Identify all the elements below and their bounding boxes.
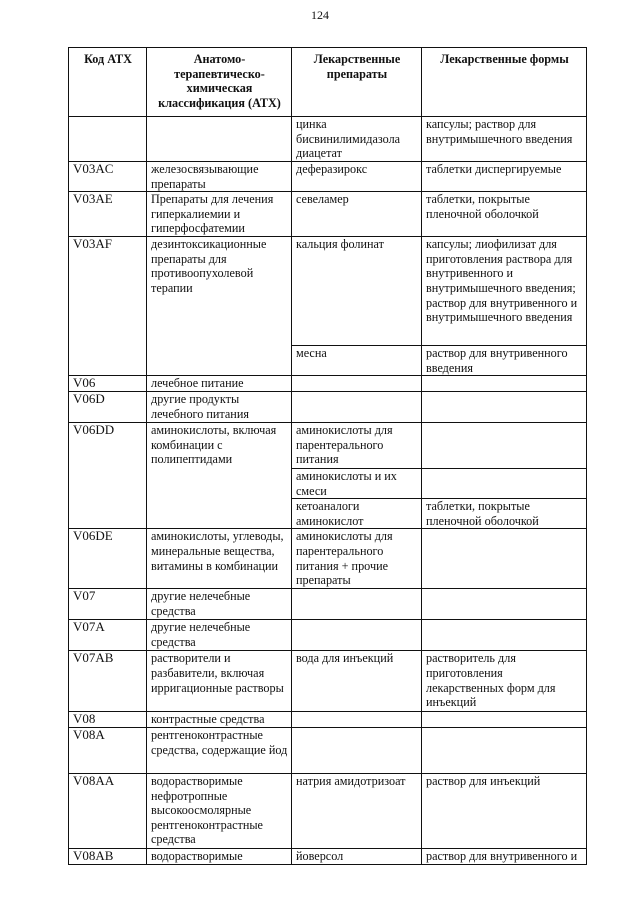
cell-form (422, 391, 587, 422)
cell-code: V08A (69, 727, 147, 773)
table-row (69, 651, 587, 712)
table-row (69, 391, 587, 422)
cell-drug: аминокислоты для парентерального питания + прочие препараты (292, 529, 422, 589)
cell-drug (292, 376, 422, 392)
cell-form: растворитель для приготовления лекарственных форм для инъекций (422, 651, 587, 712)
cell-classification: дезинтоксикационные препараты для противоопухолевой терапии (147, 237, 292, 376)
cell-drug (292, 391, 422, 422)
cell-drug: месна (292, 346, 422, 376)
cell-classification (147, 117, 292, 162)
cell-code: V06DD (69, 422, 147, 528)
header-drugs: Лекарственные препараты (292, 48, 422, 117)
table-row (69, 620, 587, 651)
cell-form (422, 620, 587, 651)
cell-code: V03AC (69, 162, 147, 192)
table-row (69, 727, 587, 773)
cell-drug (292, 620, 422, 651)
cell-form: раствор для внутривенного и (422, 848, 587, 864)
cell-form (422, 422, 587, 468)
table-row (69, 589, 587, 620)
cell-code: V08 (69, 712, 147, 728)
header-code: Код АТХ (69, 48, 147, 117)
cell-code: V06D (69, 391, 147, 422)
cell-form (422, 468, 587, 498)
table-row (69, 117, 587, 162)
cell-classification: аминокислоты, углеводы, минеральные вещества, витамины в комбинации (147, 529, 292, 589)
cell-classification: другие нелечебные средства (147, 620, 292, 651)
cell-drug (292, 589, 422, 620)
cell-classification: другие продукты лечебного питания (147, 391, 292, 422)
table-row (69, 529, 587, 589)
cell-code: V03AF (69, 237, 147, 376)
cell-form: таблетки, покрытые пленочной оболочкой (422, 499, 587, 529)
atx-table (68, 47, 587, 865)
cell-code: V07AB (69, 651, 147, 712)
cell-code: V06 (69, 376, 147, 392)
cell-drug: вода для инъекций (292, 651, 422, 712)
cell-code: V07A (69, 620, 147, 651)
cell-drug: аминокислоты для парентерального питания (292, 422, 422, 468)
cell-classification: другие нелечебные средства (147, 589, 292, 620)
cell-classification: аминокислоты, включая комбинации с полипептидами (147, 422, 292, 528)
cell-drug: натрия амидотризоат (292, 773, 422, 848)
cell-code: V06DE (69, 529, 147, 589)
header-classification: Анатомо-терапевтическо-химическая классификация (АТХ) (147, 48, 292, 117)
header-forms: Лекарственные формы (422, 48, 587, 117)
cell-form (422, 589, 587, 620)
cell-drug: севеламер (292, 192, 422, 237)
cell-code: V08AB (69, 848, 147, 864)
table-row (69, 422, 587, 468)
cell-classification: контрастные средства (147, 712, 292, 728)
table-row (69, 162, 587, 192)
cell-code (69, 117, 147, 162)
cell-form: раствор для инъекций (422, 773, 587, 848)
table-header-row (69, 48, 587, 117)
cell-classification: железосвязывающие препараты (147, 162, 292, 192)
cell-drug: кальция фолинат (292, 237, 422, 346)
cell-drug: аминокислоты и их смеси (292, 468, 422, 498)
cell-form: капсулы; раствор для внутримышечного введения (422, 117, 587, 162)
page-number: 124 (311, 8, 329, 22)
cell-form: таблетки, покрытые пленочной оболочкой (422, 192, 587, 237)
table-row (69, 237, 587, 346)
cell-form (422, 727, 587, 773)
table-row (69, 848, 587, 864)
cell-classification: лечебное питание (147, 376, 292, 392)
cell-code: V03AE (69, 192, 147, 237)
cell-drug: цинка бисвинилимидазола диацетат (292, 117, 422, 162)
cell-classification: водорастворимые (147, 848, 292, 864)
cell-form: капсулы; лиофилизат для приготовления раствора для внутривенного и внутримышечного введения; раствор для внутривенного и внутримышечного введения (422, 237, 587, 346)
cell-classification: Препараты для лечения гиперкалиемии и гиперфосфатемии (147, 192, 292, 237)
cell-drug: деферазирокс (292, 162, 422, 192)
table-row (69, 376, 587, 392)
cell-classification: рентгеноконтрастные средства, содержащие йод (147, 727, 292, 773)
table-row (69, 773, 587, 848)
cell-drug (292, 712, 422, 728)
cell-form (422, 376, 587, 392)
cell-drug (292, 727, 422, 773)
cell-form: таблетки диспергируемые (422, 162, 587, 192)
cell-code: V07 (69, 589, 147, 620)
table-row (69, 192, 587, 237)
table-row (69, 712, 587, 728)
cell-form (422, 529, 587, 589)
cell-drug: кетоаналоги аминокислот (292, 499, 422, 529)
cell-classification: водорастворимые нефротропные высокоосмолярные рентгеноконтрастные средства (147, 773, 292, 848)
cell-code: V08AA (69, 773, 147, 848)
cell-classification: растворители и разбавители, включая ирригационные растворы (147, 651, 292, 712)
cell-drug: йоверсол (292, 848, 422, 864)
cell-form: раствор для внутривенного введения (422, 346, 587, 376)
cell-form (422, 712, 587, 728)
